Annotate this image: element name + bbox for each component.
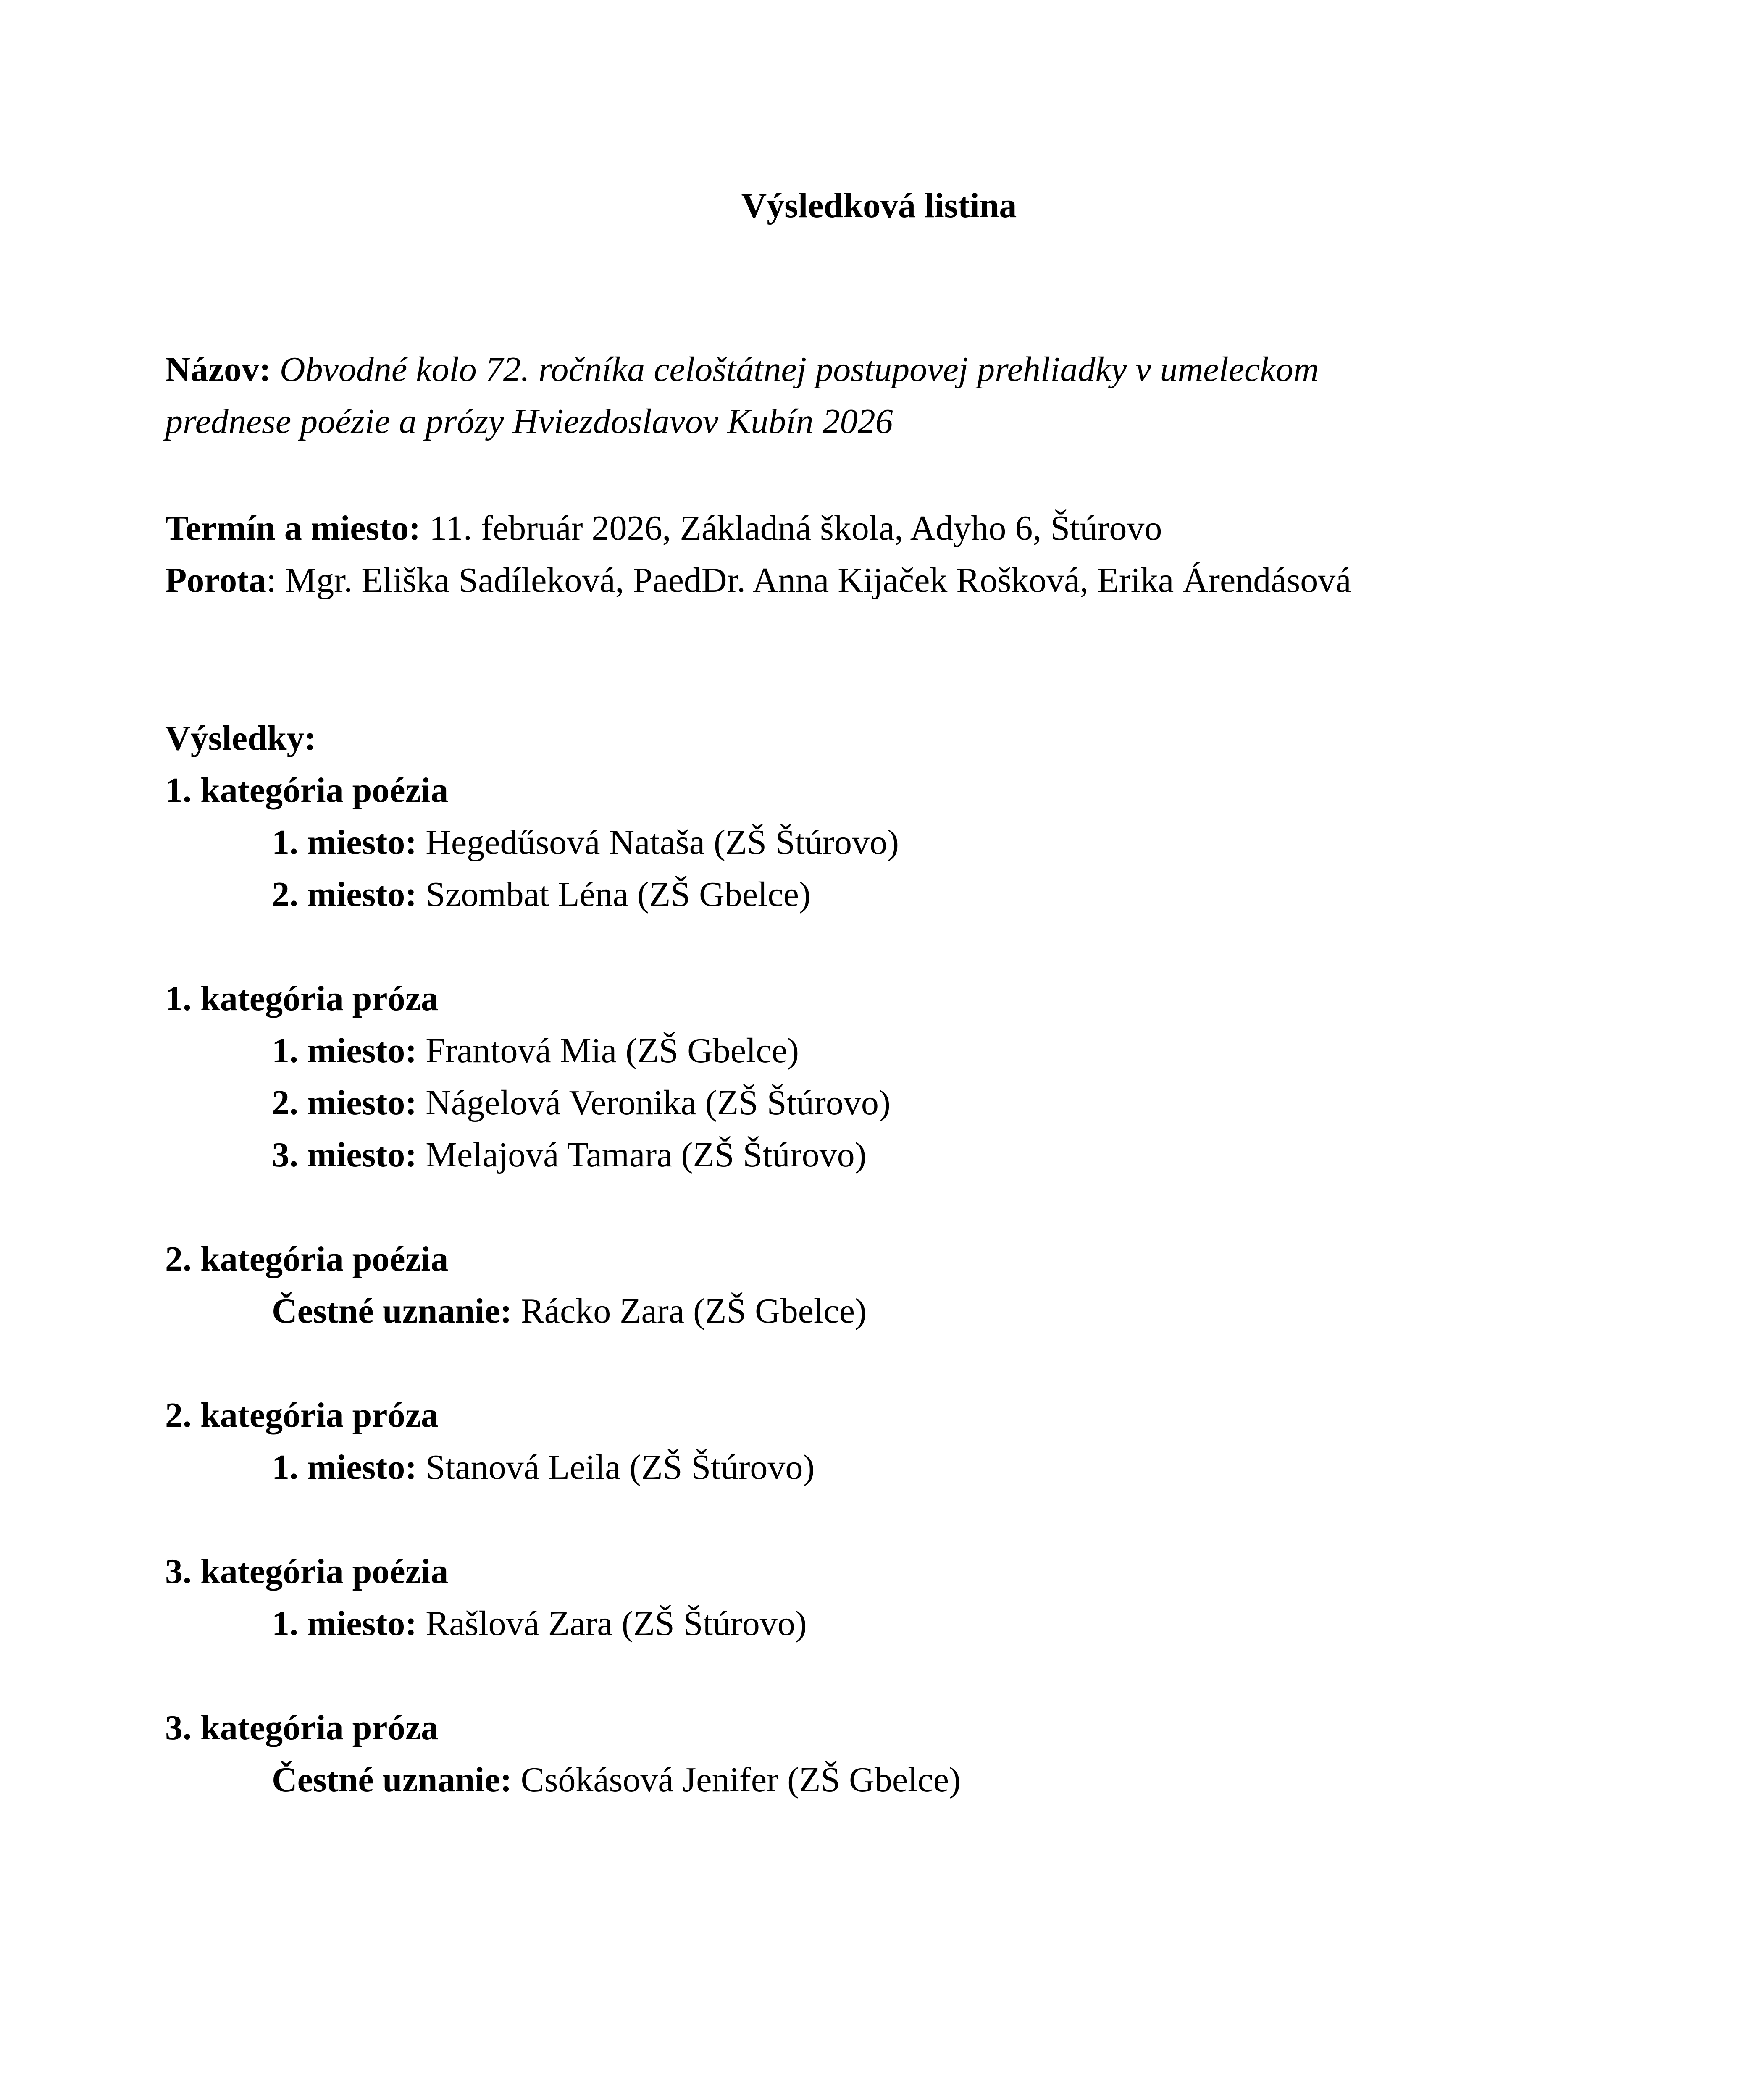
- result-place: Čestné uznanie:: [272, 1760, 512, 1799]
- result-name: Frantová Mia (ZŠ Gbelce): [417, 1031, 799, 1070]
- event-name-label: Názov:: [165, 350, 271, 389]
- category-heading: 2. kategória poézia: [165, 1239, 449, 1278]
- event-name-text-1: Obvodné kolo 72. ročníka celoštátnej postupovej prehliadky v umeleckom: [279, 350, 1319, 389]
- result-section: [165, 973, 1635, 1181]
- result-entry: [165, 1285, 1635, 1337]
- result-section: [165, 764, 1635, 921]
- result-place: 3. miesto:: [272, 1135, 417, 1174]
- result-name: Rácko Zara (ZŠ Gbelce): [512, 1292, 867, 1331]
- event-name-text-2: prednese poézie a prózy Hviezdoslavov Kubín 2026: [165, 402, 893, 441]
- result-place: 1. miesto:: [272, 1448, 417, 1487]
- result-section: [165, 1702, 1635, 1806]
- result-section: [165, 1546, 1635, 1650]
- document-title: Výsledková listina: [741, 186, 1017, 225]
- result-entry: [165, 1441, 1635, 1494]
- result-name: Rašlová Zara (ZŠ Štúrovo): [417, 1604, 807, 1643]
- results-block: [165, 712, 1635, 1806]
- results-sections: [165, 764, 1635, 1806]
- result-place: 1. miesto:: [272, 1604, 417, 1643]
- result-place: 1. miesto:: [272, 823, 417, 862]
- result-entry: [165, 869, 1635, 921]
- result-entry: [165, 1077, 1635, 1129]
- result-entry: [165, 1129, 1635, 1181]
- result-place: Čestné uznanie:: [272, 1292, 512, 1331]
- details-block: [165, 502, 1635, 606]
- result-name: Nágelová Veronika (ZŠ Štúrovo): [417, 1083, 891, 1122]
- category-heading: 3. kategória próza: [165, 1708, 439, 1747]
- event-name-line-1: [165, 344, 1635, 396]
- date-place-value: 11. február 2026, Základná škola, Adyho 6, Štúrovo: [420, 509, 1162, 548]
- category-heading: 2. kategória próza: [165, 1396, 439, 1435]
- result-name: Szombat Léna (ZŠ Gbelce): [417, 875, 811, 914]
- result-place: 2. miesto:: [272, 1083, 417, 1122]
- result-name: Hegedűsová Nataša (ZŠ Štúrovo): [417, 823, 899, 862]
- date-place-line: [165, 502, 1635, 554]
- jury-line: [165, 554, 1635, 606]
- result-place: 1. miesto:: [272, 1031, 417, 1070]
- result-entry: [165, 816, 1635, 869]
- result-name: Melajová Tamara (ZŠ Štúrovo): [417, 1135, 867, 1174]
- result-section: [165, 1389, 1635, 1494]
- result-name: Csókásová Jenifer (ZŠ Gbelce): [512, 1760, 961, 1799]
- result-name: Stanová Leila (ZŠ Štúrovo): [417, 1448, 815, 1487]
- result-entry: [165, 1025, 1635, 1077]
- result-entry: [165, 1754, 1635, 1806]
- result-place: 2. miesto:: [272, 875, 417, 914]
- category-heading: 3. kategória poézia: [165, 1552, 449, 1591]
- results-heading: Výsledky:: [165, 719, 316, 758]
- date-place-label: Termín a miesto:: [165, 509, 421, 548]
- result-section: [165, 1233, 1635, 1337]
- result-entry: [165, 1598, 1635, 1650]
- jury-value: : Mgr. Eliška Sadíleková, PaedDr. Anna Kijaček Rošková, Erika Árendásová: [266, 561, 1351, 600]
- category-heading: 1. kategória poézia: [165, 771, 449, 810]
- category-heading: 1. kategória próza: [165, 979, 439, 1018]
- jury-label: Porota: [165, 561, 267, 600]
- event-name-block: [165, 344, 1635, 448]
